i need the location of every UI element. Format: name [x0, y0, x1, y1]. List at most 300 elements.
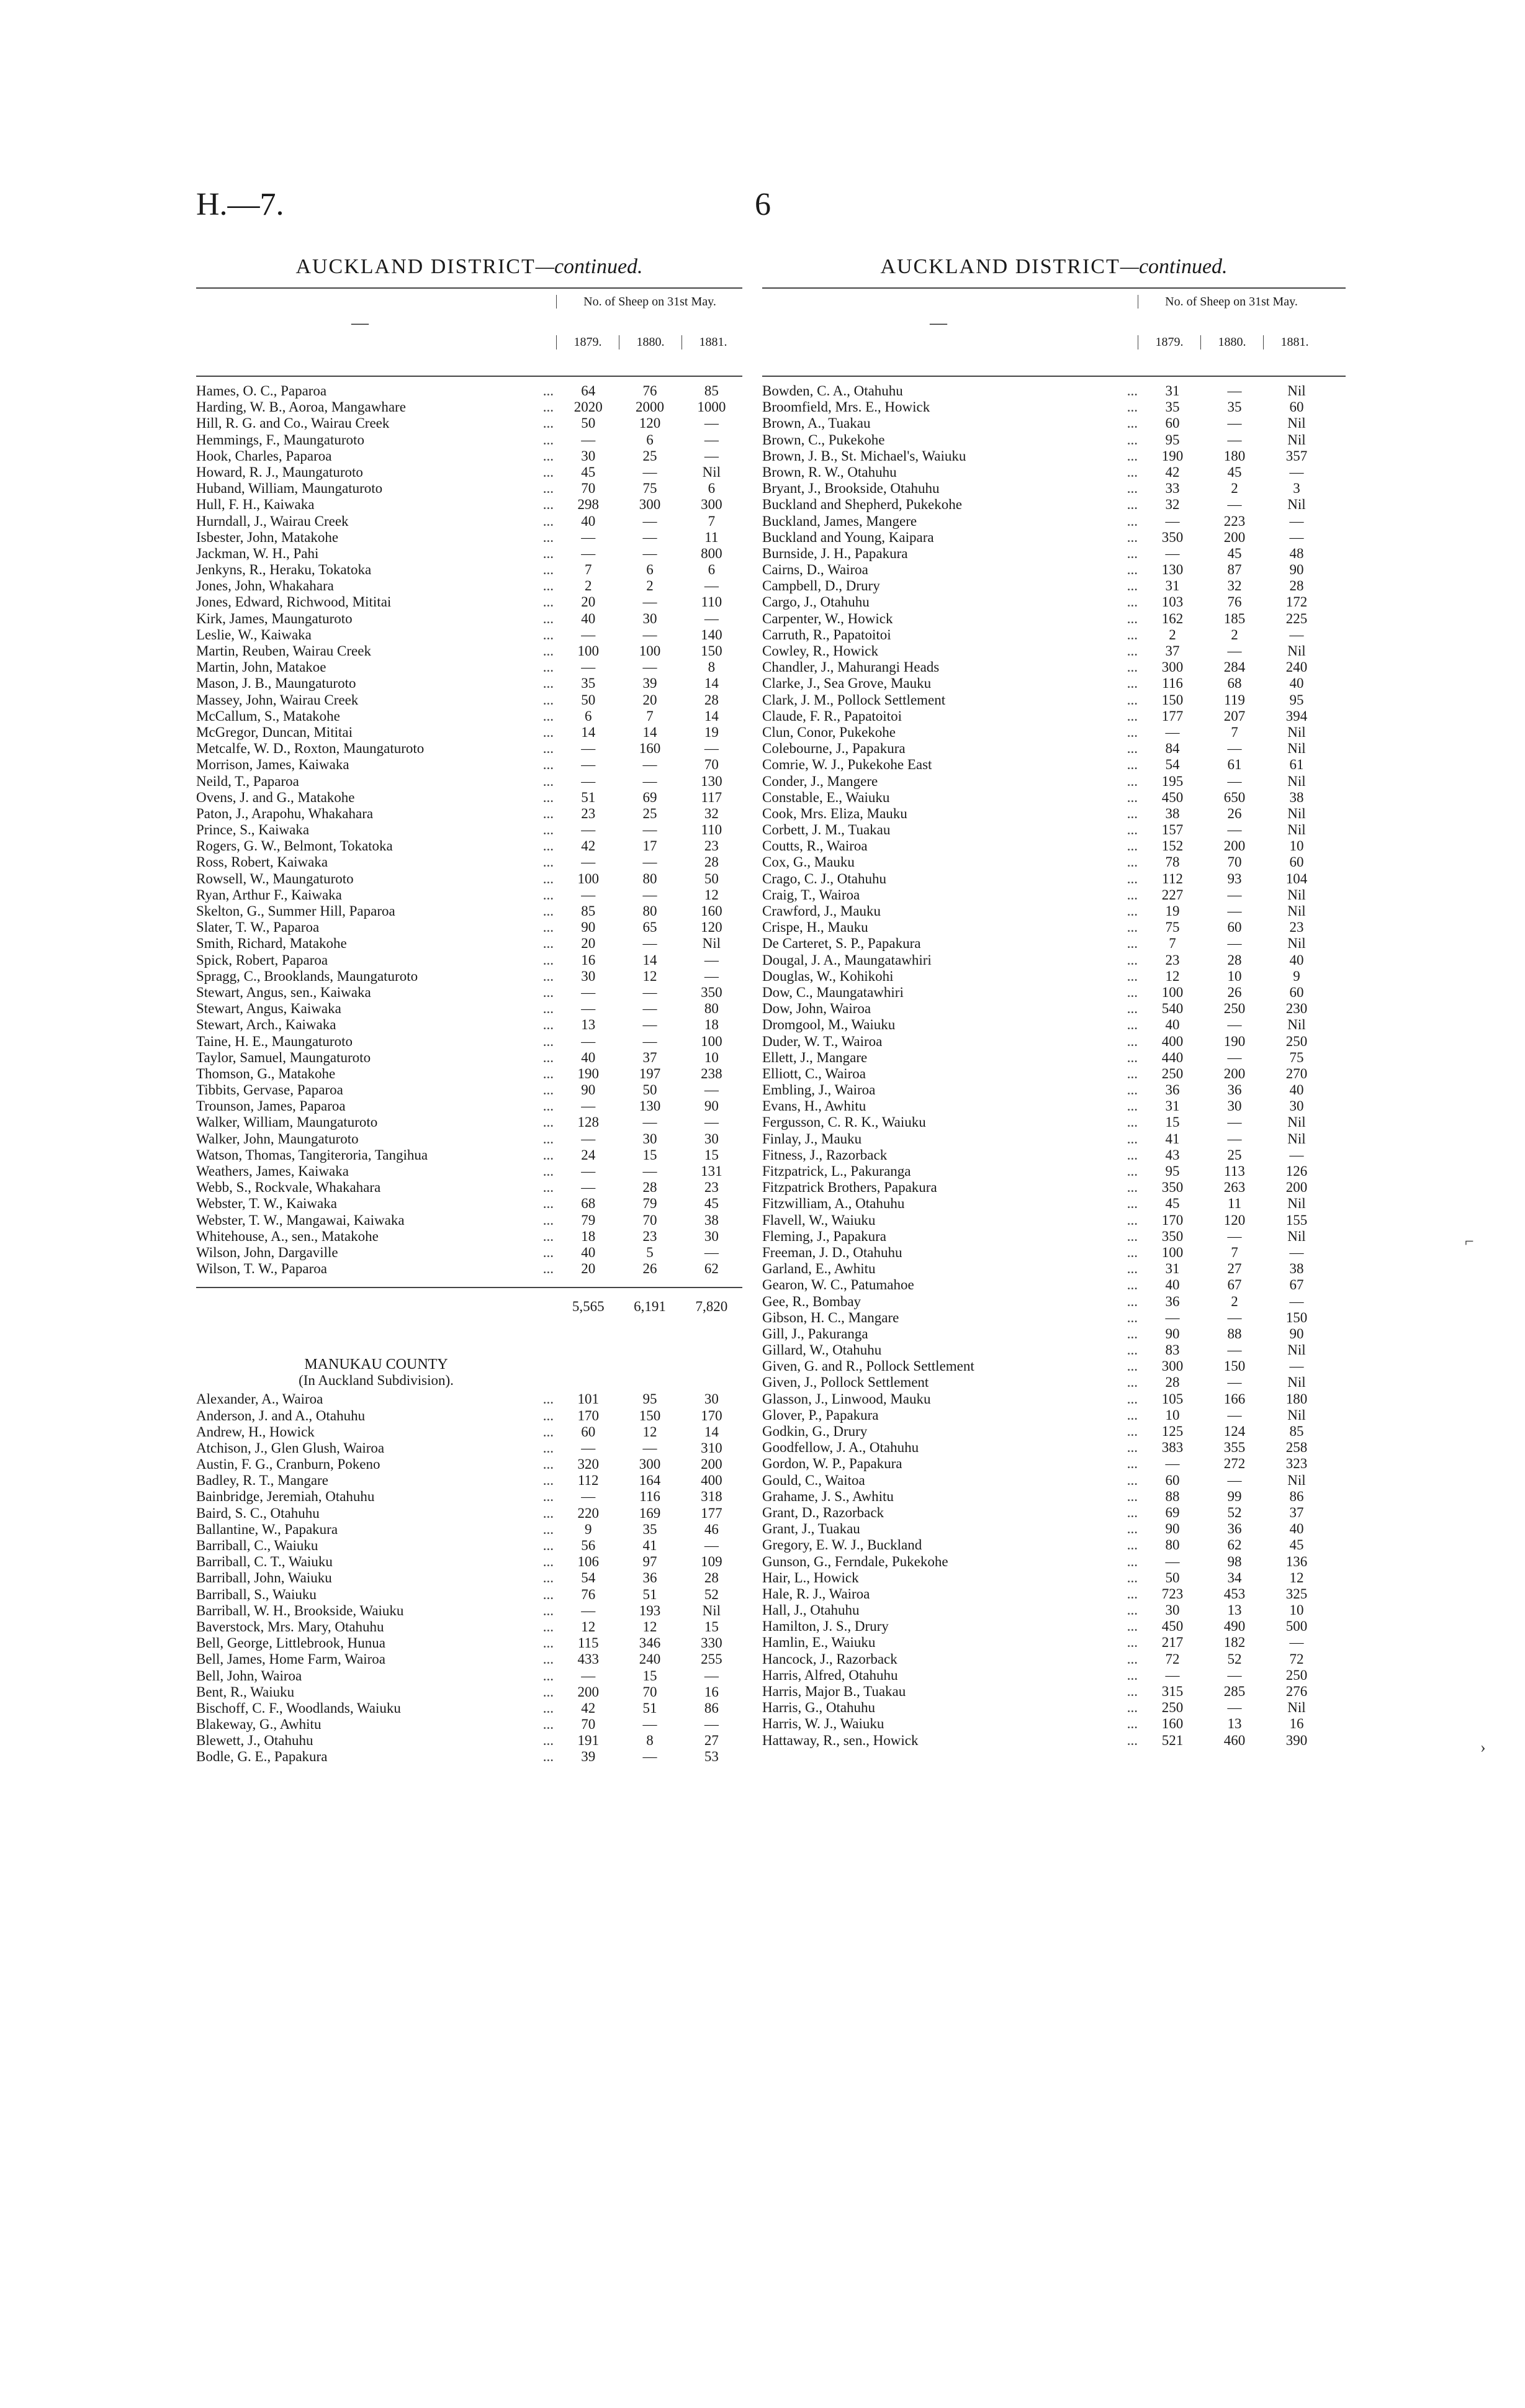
- sheep-count-1881: 15: [704, 1618, 719, 1635]
- sheep-count-1879: 84: [1165, 741, 1180, 757]
- sheep-count-1879: 157: [1161, 822, 1184, 838]
- owner-name: Cargo, J., Otahuhu: [762, 594, 870, 610]
- owner-name: Grant, J., Tuakau: [762, 1521, 860, 1537]
- sheep-count-1879: —: [1165, 724, 1180, 740]
- sheep-count-1879: 75: [1165, 919, 1180, 936]
- table-row: [762, 903, 1346, 919]
- sheep-count-1879: 450: [1161, 1618, 1184, 1635]
- owner-name: Harris, Major B., Tuakau: [762, 1684, 906, 1699]
- table-row: [762, 1489, 1346, 1505]
- sheep-count-1880: 30: [642, 610, 657, 626]
- sheep-count-1881: 9: [1293, 968, 1300, 984]
- sheep-count-1880: 346: [639, 1635, 661, 1651]
- sheep-count-1880: 272: [1223, 1456, 1246, 1472]
- sheep-count-1881: —: [1289, 464, 1304, 480]
- table-row: [196, 1587, 742, 1603]
- sheep-count-1881: 300: [701, 497, 722, 513]
- sheep-count-1881: 85: [1289, 1423, 1304, 1439]
- sheep-count-1880: 113: [1224, 1163, 1245, 1179]
- sheep-count-1881: 800: [701, 545, 722, 561]
- owner-name: Isbester, John, Matakohe: [196, 529, 339, 545]
- table-row: [762, 480, 1346, 497]
- table-row: [196, 1651, 742, 1667]
- table-row: [762, 497, 1346, 513]
- sheep-count-1881: 238: [701, 1065, 722, 1081]
- owner-name: Craig, T., Wairoa: [762, 886, 860, 903]
- sheep-count-1879: 40: [1165, 1017, 1180, 1033]
- sheep-count-1879: 80: [1165, 1537, 1180, 1553]
- sheep-count-1881: 18: [704, 1017, 719, 1033]
- sheep-count-1881: 11: [704, 529, 719, 545]
- leader-dots: ...: [542, 724, 554, 740]
- leader-dots: ...: [542, 399, 554, 415]
- table-row: [196, 480, 742, 497]
- sheep-count-1881: 180: [1285, 1391, 1308, 1407]
- table-row: [196, 692, 742, 708]
- owner-name: Atchison, J., Glen Glush, Wairoa: [196, 1440, 385, 1456]
- owner-name: Watson, Thomas, Tangiteroria, Tangihua: [196, 1147, 428, 1163]
- table-row: [762, 611, 1346, 627]
- sheep-count-1881: 3: [1293, 480, 1300, 497]
- sheep-count-1881: 10: [704, 1049, 719, 1065]
- leader-dots: ...: [542, 464, 554, 480]
- owner-name: Alexander, A., Wairoa: [196, 1391, 323, 1407]
- sheep-count-1879: 45: [581, 464, 596, 480]
- owner-name: Hurndall, J., Wairau Creek: [196, 513, 349, 529]
- leader-dots: ...: [542, 919, 554, 936]
- leader-dots: ...: [542, 1489, 554, 1505]
- leader-dots: ...: [1127, 1504, 1138, 1520]
- table-row: [196, 936, 742, 952]
- table-row: [196, 1554, 742, 1570]
- sheep-count-1879: 7: [584, 562, 592, 578]
- owner-name: Barriball, C. T., Waiuku: [196, 1554, 333, 1570]
- table-row: [196, 1245, 742, 1261]
- leader-dots: ...: [542, 805, 554, 821]
- table-row: [762, 790, 1346, 806]
- owner-name: Glasson, J., Linwood, Mauku: [762, 1391, 931, 1407]
- sheep-count-1880: 35: [1227, 399, 1242, 415]
- sheep-count-1880: —: [642, 822, 657, 838]
- owner-name: Gregory, E. W. J., Buckland: [762, 1537, 922, 1553]
- leader-dots: ...: [1127, 1635, 1138, 1651]
- owner-name: Walker, John, Maungaturoto: [196, 1130, 359, 1147]
- sheep-count-1879: 7: [1169, 936, 1176, 952]
- sheep-count-1881: 28: [704, 854, 719, 870]
- leader-dots: ...: [1127, 1472, 1138, 1488]
- sheep-count-1881: Nil: [1287, 1228, 1306, 1244]
- sheep-count-1880: —: [1227, 415, 1242, 431]
- owner-name: Cook, Mrs. Eliza, Mauku: [762, 805, 907, 821]
- sheep-count-1879: —: [581, 1602, 596, 1618]
- leader-dots: ...: [542, 594, 554, 610]
- left-column-title: AUCKLAND DISTRICT—continued.: [295, 255, 643, 278]
- sheep-count-1881: Nil: [1287, 805, 1306, 821]
- sheep-count-1880: 12: [642, 1423, 657, 1440]
- sheep-count-1880: —: [1227, 1700, 1242, 1716]
- sheep-count-1880: 75: [642, 480, 657, 497]
- sheep-count-1880: 28: [1227, 952, 1242, 968]
- leader-dots: ...: [1127, 399, 1138, 415]
- table-row: [762, 1114, 1346, 1130]
- sheep-count-1881: 330: [701, 1635, 722, 1651]
- sheep-count-1881: 318: [701, 1489, 722, 1505]
- leader-dots: ...: [1127, 529, 1138, 545]
- table-row: [762, 1017, 1346, 1033]
- name-column-head: —: [351, 313, 369, 333]
- sheep-count-1881: 7: [708, 513, 716, 529]
- leader-dots: ...: [1127, 1407, 1138, 1423]
- leader-dots: ...: [542, 1521, 554, 1537]
- owner-name: Grahame, J. S., Awhitu: [762, 1488, 894, 1504]
- sheep-count-1880: 99: [1227, 1488, 1242, 1504]
- sheep-count-1881: 40: [1289, 1082, 1304, 1098]
- sheep-count-1879: 50: [581, 415, 596, 431]
- sheep-count-1880: 76: [642, 383, 657, 399]
- sheep-count-1881: 130: [701, 773, 722, 789]
- owner-name: Cowley, R., Howick: [762, 643, 878, 659]
- sheep-count-1880: —: [642, 1033, 657, 1049]
- leader-dots: ...: [542, 1423, 554, 1440]
- sheep-count-1880: 650: [1223, 789, 1246, 805]
- leader-dots: ...: [1127, 1082, 1138, 1098]
- sheep-count-1879: —: [1165, 1309, 1180, 1325]
- owner-name: Bell, James, Home Farm, Wairoa: [196, 1651, 385, 1667]
- table-row: [762, 1586, 1346, 1602]
- sheep-count-1880: —: [642, 1716, 657, 1733]
- sheep-count-1881: 37: [1289, 1504, 1304, 1520]
- leader-dots: ...: [542, 1700, 554, 1716]
- owner-name: Barriball, C., Waiuku: [196, 1538, 318, 1553]
- sheep-count-1881: 104: [1285, 870, 1308, 886]
- leader-dots: ...: [542, 529, 554, 545]
- leader-dots: ...: [1127, 1309, 1138, 1325]
- sheep-count-1881: —: [704, 578, 719, 594]
- margin-mark-icon: ›: [1480, 1738, 1486, 1756]
- table-row: [762, 1537, 1346, 1553]
- owner-name: Skelton, G., Summer Hill, Paparoa: [196, 903, 395, 919]
- owner-name: Ryan, Arthur F., Kaiwaka: [196, 886, 342, 903]
- owner-name: Slater, T. W., Paparoa: [196, 919, 320, 936]
- leader-dots: ...: [542, 1733, 554, 1749]
- leader-dots: ...: [1127, 1602, 1138, 1618]
- table-row: [762, 1635, 1346, 1651]
- table-row: [196, 1716, 742, 1733]
- year-headers: [1138, 335, 1326, 349]
- sheep-count-1881: 45: [1289, 1537, 1304, 1553]
- sheep-count-1880: 36: [642, 1570, 657, 1586]
- owner-name: Spick, Robert, Paparoa: [196, 952, 328, 968]
- sheep-count-1880: 164: [639, 1472, 661, 1489]
- table-row: [762, 1050, 1346, 1066]
- sheep-count-1881: Nil: [1287, 822, 1306, 838]
- sheep-count-1880: —: [642, 659, 657, 675]
- table-row: [196, 741, 742, 757]
- leader-dots: ...: [542, 1261, 554, 1277]
- sheep-count-1881: —: [1289, 1293, 1304, 1309]
- sheep-count-1879: 30: [1165, 1602, 1180, 1618]
- table-row: [196, 1733, 742, 1749]
- sheep-count-1880: 98: [1227, 1553, 1242, 1569]
- sheep-count-1880: —: [642, 757, 657, 773]
- sheep-count-1881: Nil: [1287, 643, 1306, 659]
- sheep-count-1881: 27: [704, 1733, 719, 1749]
- leader-dots: ...: [1127, 513, 1138, 529]
- sheep-count-1879: 38: [1165, 805, 1180, 821]
- sheep-count-1881: 230: [1285, 1001, 1308, 1017]
- sheep-count-1881: —: [1289, 1358, 1304, 1374]
- owner-name: Leslie, W., Kaiwaka: [196, 626, 312, 643]
- sheep-count-1880: 12: [642, 1618, 657, 1635]
- sheep-count-1879: 90: [581, 1082, 596, 1098]
- owner-name: Hames, O. C., Paparoa: [196, 383, 327, 399]
- sheep-count-1881: 30: [1289, 1098, 1304, 1114]
- sheep-count-1879: 6: [584, 708, 592, 724]
- sheep-count-1881: 240: [1285, 659, 1308, 675]
- total-1879: 5,565: [572, 1299, 605, 1315]
- sheep-count-1879: —: [581, 1098, 596, 1114]
- sheep-count-1879: —: [581, 1163, 596, 1179]
- sheep-count-1881: —: [704, 1667, 719, 1684]
- sheep-count-1879: 32: [1165, 497, 1180, 513]
- sheep-count-1880: —: [642, 1440, 657, 1456]
- table-row: [762, 1423, 1346, 1440]
- leader-dots: ...: [542, 886, 554, 903]
- sheep-count-1881: 258: [1285, 1440, 1308, 1456]
- leader-dots: ...: [1127, 757, 1138, 773]
- sheep-count-1879: 78: [1165, 854, 1180, 870]
- table-row: [762, 952, 1346, 968]
- table-row: [762, 1034, 1346, 1050]
- table-row: [762, 871, 1346, 887]
- sheep-count-1881: Nil: [1287, 773, 1306, 789]
- sheep-count-1881: 150: [701, 643, 722, 659]
- table-row: [196, 1131, 742, 1147]
- owner-name: Hale, R. J., Wairoa: [762, 1585, 870, 1602]
- owner-name: Neild, T., Paparoa: [196, 773, 299, 789]
- leader-dots: ...: [542, 1538, 554, 1553]
- sheep-count-1879: 24: [581, 1147, 596, 1163]
- owner-name: Corbett, J. M., Tuakau: [762, 822, 891, 838]
- sheep-count-1881: 23: [704, 838, 719, 854]
- sheep-count-1880: —: [1227, 497, 1242, 513]
- owner-name: Paton, J., Arapohu, Whakahara: [196, 805, 374, 821]
- sheep-count-1881: 38: [1289, 1261, 1304, 1277]
- table-row: [762, 1554, 1346, 1570]
- table-row: [196, 594, 742, 610]
- table-row: [762, 1342, 1346, 1358]
- sheep-count-1879: 115: [577, 1635, 599, 1651]
- table-row: [196, 1570, 742, 1586]
- sheep-count-1880: 2000: [636, 399, 665, 415]
- sheep-count-1879: —: [1165, 545, 1180, 561]
- right-column-title: AUCKLAND DISTRICT—continued.: [880, 255, 1228, 278]
- leader-dots: ...: [1127, 854, 1138, 870]
- sheep-count-1881: Nil: [1287, 1342, 1306, 1358]
- owner-name: Fitzpatrick, L., Pakuranga: [762, 1163, 911, 1179]
- sheep-count-1880: —: [1227, 1342, 1242, 1358]
- owner-name: Hill, R. G. and Co., Wairau Creek: [196, 415, 390, 431]
- leader-dots: ...: [542, 1407, 554, 1423]
- owner-name: Cairns, D., Wairoa: [762, 562, 868, 578]
- owner-name: Dow, John, Wairoa: [762, 1001, 871, 1017]
- table-row: [762, 1131, 1346, 1147]
- sheep-count-1879: 20: [581, 936, 596, 952]
- sheep-count-1880: —: [1227, 1407, 1242, 1423]
- leader-dots: ...: [542, 431, 554, 448]
- leader-dots: ...: [1127, 724, 1138, 740]
- leader-dots: ...: [542, 1505, 554, 1521]
- leader-dots: ...: [1127, 1667, 1138, 1683]
- sheep-count-1881: 50: [704, 870, 719, 886]
- owner-name: Hancock, J., Razorback: [762, 1651, 897, 1667]
- owner-name: Gould, C., Waitoa: [762, 1472, 865, 1488]
- owner-name: Hook, Charles, Paparoa: [196, 448, 332, 464]
- owner-name: Dow, C., Maungatawhiri: [762, 984, 904, 1000]
- leader-dots: ...: [542, 1554, 554, 1570]
- sheep-count-1881: 200: [701, 1456, 722, 1472]
- sheep-count-1881: 30: [704, 1130, 719, 1147]
- sheep-count-1880: 14: [642, 724, 657, 740]
- sheep-count-1880: 190: [1223, 1033, 1246, 1049]
- sheep-count-1879: 35: [1165, 399, 1180, 415]
- sheep-count-1881: 23: [704, 1179, 719, 1196]
- table-row: [762, 1163, 1346, 1179]
- sheep-count-1881: 38: [704, 1212, 719, 1228]
- right-column: [762, 251, 1346, 1749]
- sheep-count-1879: 450: [1161, 789, 1184, 805]
- sheep-count-1880: 2: [646, 578, 654, 594]
- leader-dots: ...: [542, 1147, 554, 1163]
- leader-dots: ...: [542, 562, 554, 578]
- table-row: [762, 1505, 1346, 1521]
- table-row: [196, 383, 742, 399]
- owner-name: Weathers, James, Kaiwaka: [196, 1163, 349, 1179]
- sheep-count-1880: —: [1227, 936, 1242, 952]
- sheep-count-1879: 2020: [574, 399, 603, 415]
- leader-dots: ...: [542, 1684, 554, 1700]
- owner-name: Clark, J. M., Pollock Settlement: [762, 692, 946, 708]
- owner-name: Brown, C., Pukekohe: [762, 431, 885, 448]
- leader-dots: ...: [1127, 1212, 1138, 1228]
- leader-dots: ...: [1127, 1651, 1138, 1667]
- sheep-count-1880: 28: [642, 1179, 657, 1196]
- sheep-count-1881: Nil: [1287, 415, 1306, 431]
- sheep-count-1879: 23: [581, 805, 596, 821]
- leader-dots: ...: [1127, 1293, 1138, 1309]
- sheep-count-1880: —: [642, 1001, 657, 1017]
- sheep-count-1879: 250: [1161, 1700, 1184, 1716]
- sheep-count-1879: —: [581, 1489, 596, 1505]
- page-number: 6: [755, 187, 771, 222]
- table-row: [196, 968, 742, 985]
- name-column-head: —: [930, 313, 947, 333]
- sheep-count-1881: 30: [704, 1391, 719, 1407]
- owner-name: Hattaway, R., sen., Howick: [762, 1732, 919, 1748]
- sheep-count-1880: 17: [642, 838, 657, 854]
- total-1880: 6,191: [634, 1299, 666, 1315]
- leader-dots: ...: [1127, 1391, 1138, 1407]
- leader-dots: ...: [1127, 480, 1138, 497]
- margin-mark-icon: ⌐: [1465, 1232, 1474, 1250]
- sheep-count-1881: 136: [1285, 1553, 1308, 1569]
- table-row: [762, 806, 1346, 822]
- sheep-count-1881: 12: [1289, 1569, 1304, 1585]
- leader-dots: ...: [1127, 1684, 1138, 1699]
- sheep-count-1881: 10: [1289, 1602, 1304, 1618]
- left-table-body: [196, 377, 742, 1277]
- sheep-count-1881: 86: [704, 1700, 719, 1716]
- sheep-count-1879: 60: [1165, 415, 1180, 431]
- sheep-count-1879: 723: [1161, 1585, 1184, 1602]
- sheep-count-1880: —: [1227, 1017, 1242, 1033]
- sheep-count-1879: 85: [581, 903, 596, 919]
- leader-dots: ...: [542, 1440, 554, 1456]
- sheep-count-1881: 350: [701, 984, 722, 1000]
- leader-dots: ...: [1127, 1325, 1138, 1342]
- leader-dots: ...: [1127, 1440, 1138, 1456]
- table-row: [196, 1619, 742, 1635]
- owner-name: Bischoff, C. F., Woodlands, Waiuku: [196, 1700, 401, 1716]
- owner-name: Bryant, J., Brookside, Otahuhu: [762, 480, 940, 497]
- owner-name: Duder, W. T., Wairoa: [762, 1033, 883, 1049]
- owner-name: Goodfellow, J. A., Otahuhu: [762, 1440, 919, 1456]
- sheep-count-1880: 150: [1223, 1358, 1246, 1374]
- table-row: [196, 1538, 742, 1554]
- table-row: [762, 1733, 1346, 1749]
- owner-name: Rowsell, W., Maungaturoto: [196, 870, 354, 886]
- table-row: [196, 757, 742, 773]
- table-row: [196, 790, 742, 806]
- sheep-count-1880: 7: [1231, 1244, 1238, 1260]
- sheep-count-1880: 250: [1223, 1001, 1246, 1017]
- sheep-count-1879: 12: [1165, 968, 1180, 984]
- leader-dots: ...: [1127, 545, 1138, 561]
- sheep-count-1880: —: [1227, 1130, 1242, 1147]
- sheep-count-1879: 35: [581, 675, 596, 692]
- page-header: [196, 186, 1351, 230]
- sheep-count-1879: 90: [1165, 1325, 1180, 1342]
- table-row: [762, 1212, 1346, 1229]
- owner-name: Ballantine, W., Papakura: [196, 1521, 338, 1537]
- sheep-count-1879: 521: [1161, 1732, 1184, 1748]
- table-row: [196, 1522, 742, 1538]
- sheep-count-1881: Nil: [1287, 1374, 1306, 1391]
- leader-dots: ...: [1127, 1488, 1138, 1504]
- sheep-count-1881: Nil: [1287, 1196, 1306, 1212]
- sheep-count-1880: 87: [1227, 562, 1242, 578]
- left-table-header: [196, 289, 742, 377]
- sheep-count-1879: —: [581, 1179, 596, 1196]
- leader-dots: ...: [1127, 1163, 1138, 1179]
- sheep-count-1880: 300: [639, 1456, 661, 1472]
- table-row: [196, 1098, 742, 1114]
- sheep-count-1879: 18: [581, 1228, 596, 1244]
- table-row: [196, 513, 742, 530]
- leader-dots: ...: [542, 1049, 554, 1065]
- sheep-count-1880: 95: [642, 1391, 657, 1407]
- owner-name: Freeman, J. D., Otahuhu: [762, 1244, 902, 1260]
- sheep-count-1881: 75: [1289, 1049, 1304, 1065]
- leader-dots: ...: [542, 838, 554, 854]
- sheep-count-1881: Nil: [1287, 903, 1306, 919]
- sheep-count-1880: 263: [1223, 1179, 1246, 1196]
- sheep-count-1881: 90: [1289, 1325, 1304, 1342]
- leader-dots: ...: [542, 1082, 554, 1098]
- sheep-count-1881: 45: [704, 1196, 719, 1212]
- table-row: [762, 546, 1346, 562]
- leader-dots: ...: [1127, 1456, 1138, 1472]
